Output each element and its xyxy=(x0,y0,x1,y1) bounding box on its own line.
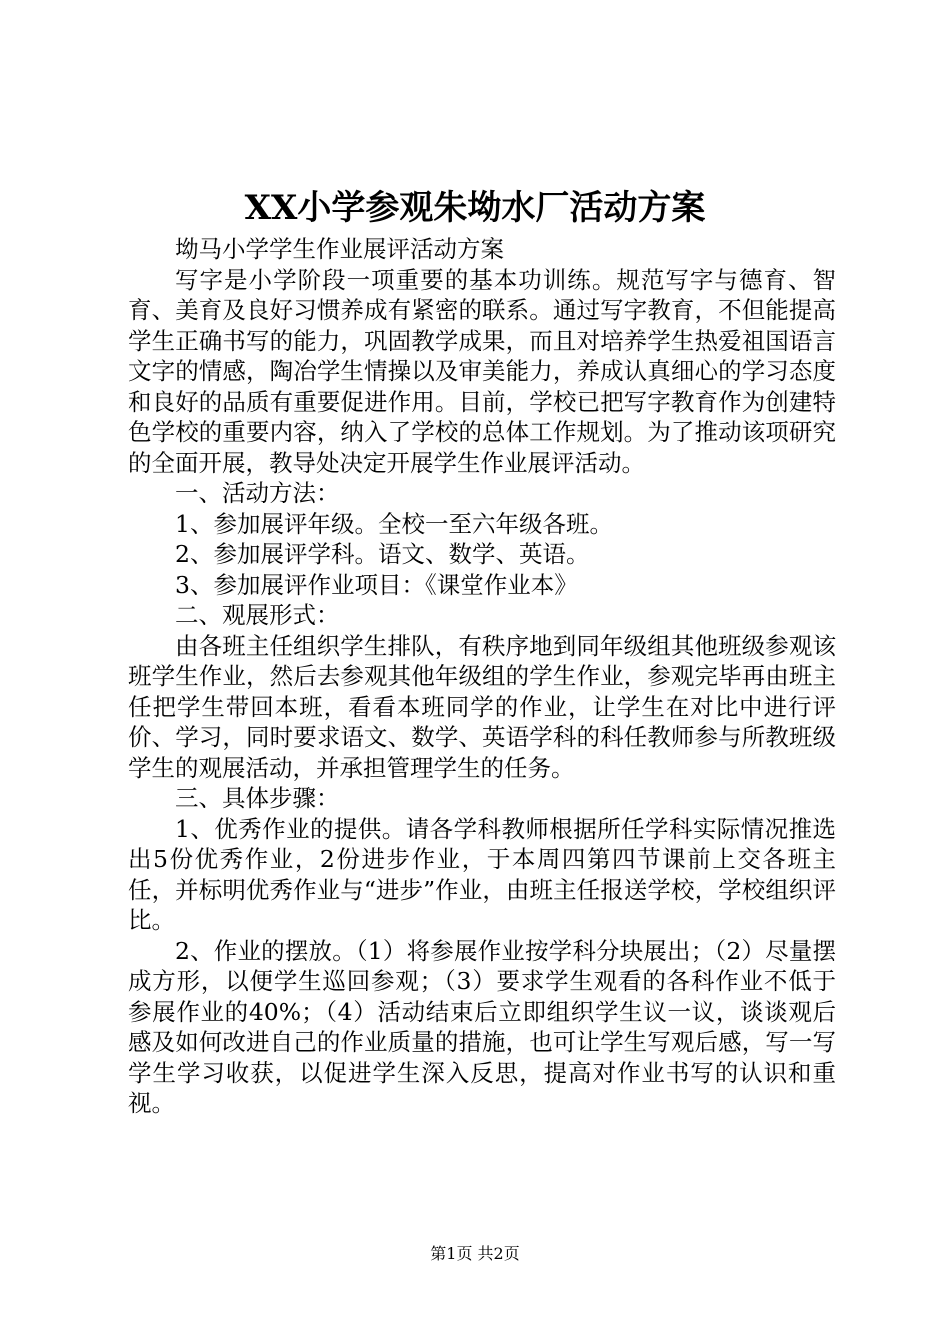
method-item-3: 3、参加展评作业项目：《课堂作业本》 xyxy=(175,570,578,599)
step-item-2: 2、作业的摆放。（1）将参展作业按学科分块展出；（2）尽量摆成方形，以便学生巡回参观；（3）要求学生观看的各科作业不低于参展作业的40%；（4）活动结束后立即组织学生议一议，谈谈观后感及如何改进自己的作业质量的措施，也可让学生写观后感，写一写学生学习收获，以促进学生深入反思，提高对作业书写的认识和重视。 xyxy=(128,936,836,1117)
section-heading-viewing-form: 二、观展形式： xyxy=(175,601,340,629)
document-body xyxy=(128,234,836,1119)
method-item-1: 1、参加展评年级。全校一至六年级各班。 xyxy=(175,509,613,538)
section-heading-methods: 一、活动方法： xyxy=(175,479,340,507)
section-heading-steps: 三、具体步骤： xyxy=(175,784,340,812)
subtitle-paragraph: 坳马小学学生作业展评活动方案 xyxy=(175,235,504,263)
step-item-1: 1、优秀作业的提供。请各学科教师根据所任学科实际情况推选出5份优秀作业，2份进步作业，于本周四第四节课前上交各班主任，并标明优秀作业与“进步”作业，由班主任报送学校，学校组织评比。 xyxy=(128,814,836,934)
viewing-form-paragraph: 由各班主任组织学生排队，有秩序地到同年级组其他班级参观该班学生作业，然后去参观其他年级组的学生作业，参观完毕再由班主任把学生带回本班，看看本班同学的作业，让学生在对比中进行评价、学习，同时要求语文、数学、英语学科的科任教师参与所教班级学生的观展活动，并承担管理学生的任务。 xyxy=(128,631,836,782)
page-number-footer: 第1页 共2页 xyxy=(430,1244,520,1263)
method-item-2: 2、参加展评学科。语文、数学、英语。 xyxy=(175,540,590,568)
document-title: XX小学参观朱坳水厂活动方案 xyxy=(244,188,706,228)
intro-paragraph: 写字是小学阶段一项重要的基本功训练。规范写字与德育、智育、美育及良好习惯养成有紧密的联系。通过写字教育，不但能提高学生正确书写的能力，巩固教学成果，而且对培养学生热爱祖国语言文字的情感，陶冶学生情操以及审美能力，养成认真细心的学习态度和良好的品质有重要促进作用。目前，学校已把写字教育作为创建特色学校的重要内容，纳入了学校的总体工作规划。为了推动该项研究的全面开展，教导处决定开展学生作业展评活动。 xyxy=(128,265,836,477)
